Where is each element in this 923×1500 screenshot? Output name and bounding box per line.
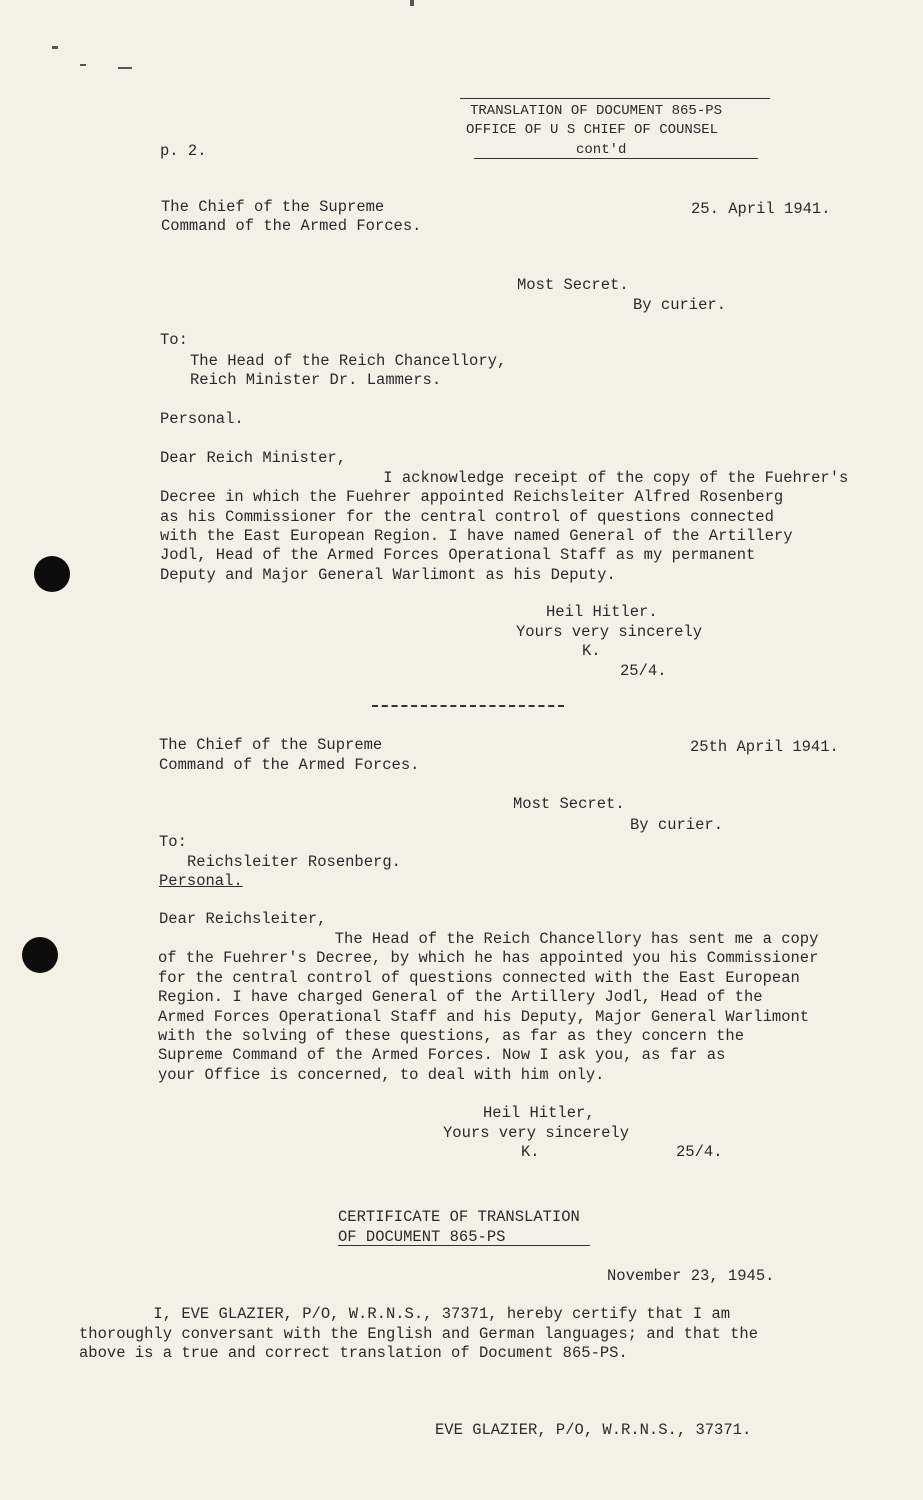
letter1-sender-line2: Command of the Armed Forces.	[161, 217, 422, 235]
letter1-classification: Most Secret.	[517, 276, 629, 294]
letter2-salutation: Dear Reichsleiter,	[159, 910, 327, 928]
letter1-addressee-line2: Reich Minister Dr. Lammers.	[190, 371, 442, 389]
certificate-body-line: above is a true and correct translation of Document 865-PS.	[79, 1344, 628, 1362]
letter1-signature: K.	[582, 642, 601, 660]
certificate-date: November 23, 1945.	[607, 1267, 775, 1285]
letter2-body-line: Armed Forces Operational Staff and his Deputy, Major General Warlimont	[158, 1008, 810, 1026]
letter2-date: 25th April 1941.	[690, 738, 839, 756]
punch-hole-bottom	[22, 937, 58, 973]
header-office-line: OFFICE OF U S CHIEF OF COUNSEL	[466, 122, 719, 138]
header-translation-line: TRANSLATION OF DOCUMENT 865-PS	[470, 103, 723, 119]
letter1-sender-line1: The Chief of the Supreme	[161, 198, 385, 216]
paper-speck	[80, 64, 86, 66]
certificate-title-underline	[338, 1245, 590, 1246]
letter1-body-line: as his Commissioner for the central control of questions connected	[160, 508, 774, 526]
letter2-body-line: The Head of the Reich Chancellory has sent me a copy	[158, 930, 819, 948]
letter2-body-line: of the Fuehrer's Decree, by which he has appointed you his Commissioner	[158, 949, 819, 967]
letter2-body-line: for the central control of questions connected with the East European	[158, 969, 800, 987]
certificate-body-line: I, EVE GLAZIER, P/O, W.R.N.S., 37371, hereby certify that I am	[79, 1305, 731, 1323]
letter1-body-line: with the East European Region. I have named General of the Artillery	[160, 527, 793, 545]
certificate-body-line: thoroughly conversant with the English and German languages; and that the	[79, 1325, 759, 1343]
letter1-signature-date: 25/4.	[620, 662, 667, 680]
letter1-body-line: I acknowledge receipt of the copy of the Fuehrer's	[160, 469, 849, 487]
letter1-body-line: Deputy and Major General Warlimont as his Deputy.	[160, 566, 616, 584]
letter1-to-label: To:	[160, 331, 188, 349]
paper-speck	[52, 46, 58, 49]
punch-hole-top	[34, 556, 70, 592]
letter2-sender-line1: The Chief of the Supreme	[159, 736, 383, 754]
letter2-to-label: To:	[159, 833, 187, 851]
letter2-body-line: Region. I have charged General of the Artillery Jodl, Head of the	[158, 988, 763, 1006]
header-top-rule	[460, 98, 770, 99]
letter1-closing-yours: Yours very sincerely	[516, 623, 703, 641]
letter2-classification: Most Secret.	[513, 795, 625, 813]
letter2-addressee-line1: Reichsleiter Rosenberg.	[187, 853, 401, 871]
certificate-signature: EVE GLAZIER, P/O, W.R.N.S., 37371.	[435, 1421, 752, 1439]
letter1-delivery: By curier.	[633, 296, 727, 314]
letter2-closing-yours: Yours very sincerely	[443, 1124, 630, 1142]
letter2-personal: Personal.	[159, 872, 243, 890]
letter2-body-line: with the solving of these questions, as far as they concern the	[158, 1027, 744, 1045]
certificate-title-line1: CERTIFICATE OF TRANSLATION	[338, 1208, 580, 1226]
letter2-signature: K.	[521, 1143, 540, 1161]
letter1-addressee-line1: The Head of the Reich Chancellory,	[190, 352, 507, 370]
letter1-body-line: Decree in which the Fuehrer appointed Reichsleiter Alfred Rosenberg	[160, 488, 784, 506]
paper-speck	[118, 67, 132, 69]
letter-separator	[372, 705, 564, 707]
header-bottom-rule	[474, 158, 758, 159]
letter2-body-line: your Office is concerned, to deal with him only.	[158, 1066, 605, 1084]
letter2-delivery: By curier.	[630, 816, 724, 834]
certificate-title-line2: OF DOCUMENT 865-PS	[338, 1228, 506, 1246]
letter2-body-line: Supreme Command of the Armed Forces. Now I ask you, as far as	[158, 1046, 726, 1064]
paper-speck	[410, 0, 414, 6]
letter1-personal: Personal.	[160, 410, 244, 428]
letter2-signature-date: 25/4.	[676, 1143, 723, 1161]
letter1-date: 25. April 1941.	[691, 200, 831, 218]
letter1-salutation: Dear Reich Minister,	[160, 449, 347, 467]
letter2-sender-line2: Command of the Armed Forces.	[159, 756, 420, 774]
letter2-closing-heil: Heil Hitler,	[483, 1104, 595, 1122]
letter1-closing-heil: Heil Hitler.	[546, 603, 658, 621]
header-contd: cont'd	[576, 142, 627, 158]
page-number: p. 2.	[160, 142, 207, 160]
letter1-body-line: Jodl, Head of the Armed Forces Operational Staff as my permanent	[160, 546, 756, 564]
